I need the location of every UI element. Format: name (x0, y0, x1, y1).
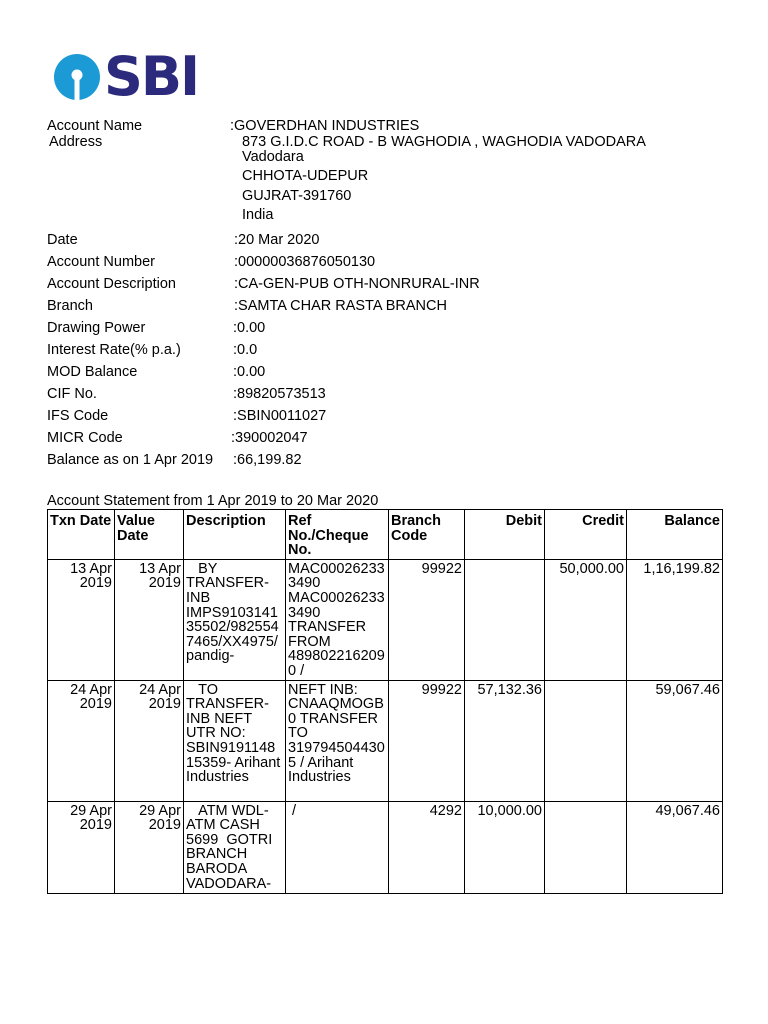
balance-cell: 49,067.46 (627, 801, 723, 893)
description-cell: TO TRANSFER-INB NEFT UTR NO: SBIN919114815359- Arihant Industries (184, 680, 286, 801)
value-date-cell: 13 Apr 2019 (115, 559, 184, 680)
table-row (48, 559, 723, 680)
detail-label-micr-code: MICR Code (47, 430, 123, 446)
balance-cell: 59,067.46 (627, 680, 723, 801)
detail-label-account-number: Account Number (47, 254, 155, 270)
credit-cell (545, 680, 627, 801)
header-branch-code: Branch Code (389, 510, 465, 560)
description-cell: ATM WDL- ATM CASH 5699 GOTRI BRANCH BARODA VADODARA- (184, 801, 286, 893)
debit-cell: 57,132.36 (465, 680, 545, 801)
transactions-table (47, 509, 723, 894)
bank-name: SBI (104, 45, 199, 108)
detail-value-interest-rate: :0.0 (233, 342, 258, 358)
sbi-keyhole-icon (54, 54, 100, 100)
detail-value-account-number: :00000036876050130 (234, 254, 376, 270)
detail-label-opening-balance: Balance as on 1 Apr 2019 (47, 452, 214, 468)
sbi-logo (54, 45, 199, 108)
detail-value-ifs-code: :SBIN0011027 (233, 408, 327, 424)
branch-code-cell: 99922 (389, 559, 465, 680)
detail-label-mod-balance: MOD Balance (47, 364, 138, 380)
value-date-cell: 29 Apr 2019 (115, 801, 184, 893)
detail-value-date: :20 Mar 2020 (234, 232, 320, 248)
table-row (48, 801, 723, 893)
txn-date-cell: 24 Apr 2019 (48, 680, 115, 801)
address-line: India (242, 207, 274, 223)
header-balance: Balance (627, 510, 723, 560)
address-label: Address (49, 134, 103, 150)
header-value-date: Value Date (115, 510, 184, 560)
branch-code-cell: 4292 (389, 801, 465, 893)
detail-label-account-description: Account Description (47, 276, 176, 292)
statement-title: Account Statement from 1 Apr 2019 to 20 Mar 2020 (47, 493, 379, 509)
header-ref-no: Ref No./Cheque No. (286, 510, 389, 560)
detail-value-branch: :SAMTA CHAR RASTA BRANCH (234, 298, 447, 314)
debit-cell (465, 559, 545, 680)
detail-value-mod-balance: :0.00 (233, 364, 266, 380)
account-name-label: Account Name (47, 118, 143, 134)
ref-cell: NEFT INB: CNAAQMOGB0 TRANSFER TO 3197945044305 / Arihant Industries (286, 680, 389, 801)
header-txn-date: Txn Date (48, 510, 115, 560)
detail-label-cif-no: CIF No. (47, 386, 97, 402)
table-header-row (48, 510, 723, 560)
txn-date-cell: 13 Apr 2019 (48, 559, 115, 680)
header-debit: Debit (465, 510, 545, 560)
detail-label-date: Date (47, 232, 78, 248)
detail-value-account-description: :CA-GEN-PUB OTH-NONRURAL-INR (234, 276, 480, 292)
detail-label-drawing-power: Drawing Power (47, 320, 146, 336)
account-name-value: :GOVERDHAN INDUSTRIES (230, 118, 420, 134)
detail-value-opening-balance: :66,199.82 (233, 452, 302, 468)
debit-cell: 10,000.00 (465, 801, 545, 893)
txn-date-cell: 29 Apr 2019 (48, 801, 115, 893)
detail-label-ifs-code: IFS Code (47, 408, 109, 424)
ref-cell: / (286, 801, 389, 893)
header-description: Description (184, 510, 286, 560)
address-line: 873 G.I.D.C ROAD - B WAGHODIA , WAGHODIA VADODARA (242, 134, 646, 150)
detail-value-drawing-power: :0.00 (233, 320, 266, 336)
address-line: GUJRAT-391760 (242, 188, 352, 204)
credit-cell: 50,000.00 (545, 559, 627, 680)
header-credit: Credit (545, 510, 627, 560)
detail-value-micr-code: :390002047 (231, 430, 308, 446)
detail-label-interest-rate: Interest Rate(% p.a.) (47, 342, 181, 358)
address-line: CHHOTA-UDEPUR (242, 168, 369, 184)
detail-value-cif-no: :89820573513 (233, 386, 326, 402)
credit-cell (545, 801, 627, 893)
table-row (48, 680, 723, 801)
value-date-cell: 24 Apr 2019 (115, 680, 184, 801)
branch-code-cell: 99922 (389, 680, 465, 801)
address-line: Vadodara (242, 149, 304, 165)
ref-cell: MAC000262333490 MAC000262333490 TRANSFER FROM 4898022162090 / (286, 559, 389, 680)
balance-cell: 1,16,199.82 (627, 559, 723, 680)
detail-label-branch: Branch (47, 298, 93, 314)
description-cell: BY TRANSFER-INB IMPS910314135502/9825547465/XX4975/pandig- (184, 559, 286, 680)
